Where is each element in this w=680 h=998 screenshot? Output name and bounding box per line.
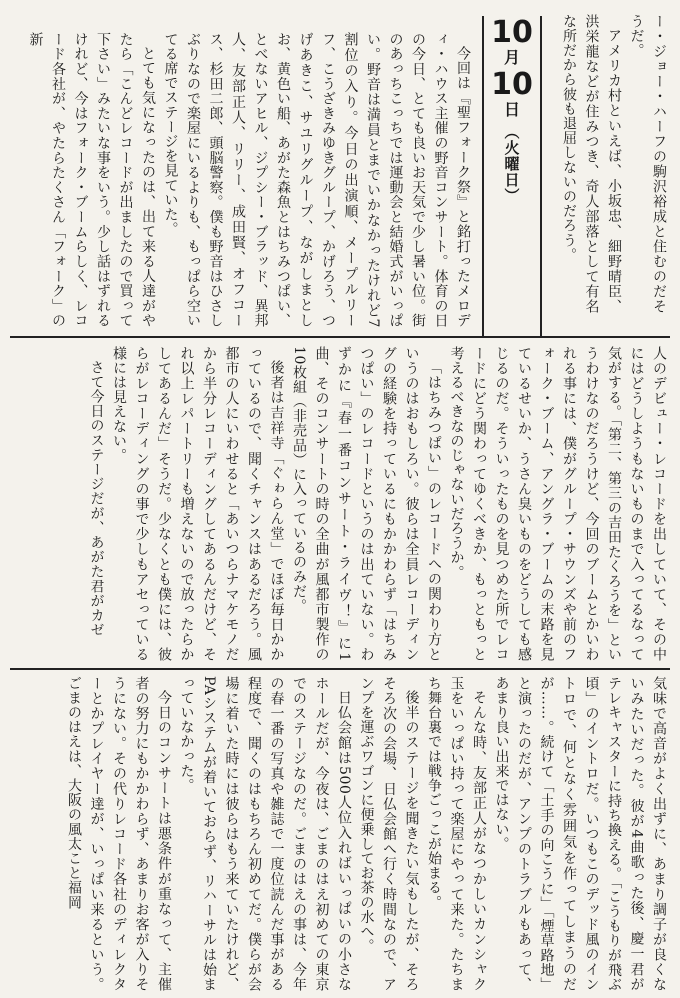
bottom-column [10, 676, 670, 992]
date-month-number: 10 [491, 15, 533, 50]
paragraph: 後半のステージを聞きたい気もしたが、そろそろ次の会場、日仏会館へ行く時間なので、アンプを運ぶワゴンに便乗してお茶の水へ。 [358, 676, 420, 992]
paragraph: 気味で高音がよく出ずに、あまり調子が良くないみたいだった。彼が4曲歌った後、慶一君がテレキャスターに持ち換える。「こうもりが飛ぶ頃」のイントロだ。いつもこのデッド風のイントロで、何となく雰囲気を作ってしまうのだが……。続けて「土手の向こうに」「煙草路地」と演ったのだが、アンプのトラブルもあって、あまり良い出来ではない。 [493, 676, 667, 992]
paragraph: 「はちみつぱい」のレコードへの関わり方というのはおもしろい。彼らは全員レコーディングの経験を持っているにもかかわらず「はちみつぱい」のレコードというのは出ていない。わずかに『春一番コンサート・ライヴ！』に1曲、そのコンサートの時の全曲が風都市製作の10枚組（非売品）に入っているのみだ。 [291, 346, 442, 662]
paragraph: ー・ジョー・ハーフの駒沢裕成と住むのだそうだ。 [628, 14, 667, 314]
paragraph: さて今日のステージだが、あがた君がカゼ [88, 360, 105, 638]
paragraph: 日仏会館は500人位入ればいっぱいの小さなホールだが、今夜は、ごまのはえ初めての東京でのステージなのだ。ごまのはえの事は、今年の春一番の写真や雑誌で一度位読んだ事がある程度で、聞くのはもちろん初めてだ。僕らが会場に着いた時には彼らはもう来ていたけれど、PAシステムが着いておらず、リハーサルは始まっていなかった。 [178, 676, 352, 992]
paragraph: 後者は吉祥寺「ぐゎらん堂」でほぼ毎日かかっているので、聞くチャンスはあるだろう。風都市の人にいわせると「あいつらナマケモノだから半分レコーディングしてあるんだけど、それ以上レパートリーも増えないので放ったらかしてあるんだ」そうだ。少なくとも僕には、彼らがレコーディングの事で少しもアセっている様には見えない。 [111, 346, 285, 662]
paragraph: 人のデビュー・レコードを出していて、その中にはどうしようもないものまで入ってるなって気がする。「第二、第三の吉田たくろうを」というわけなのだろうけど、今回のブームとかいわれる事には、僕がグループ・サウンズや前のフォーク・ブーム、アングラ・ブームの末路を見ているせいか、うさん臭いものをどうしても感じるのだ。そういったものを見つめた所でレコードにどう関わってゆくべきか、もっともっと考えるべきなのじゃないだろうか。 [448, 346, 667, 662]
paragraph: 今回は『聖フォーク祭』と銘打ったメロディ・ハウス主催の野音コンサート。体育の日の今日、とても良いお天気で少し暑い位。街のあっちこっちでは運動会と結婚式がいっぱい。野音は満員とまでいかなかったけれど7割位の入り。今日の出演順、メープルリーフ、こうざきみゆきグループ、かげろう、つげあきこ、サユリグループ、ながしまとしお、黄色い船、あがた森魚とはちみつぱい、とべないアヒル、ジプシー・ブラッド、異邦人、友部正人、リリー、成田賢、オフコース、杉田二郎、頭脳警察。僕も野音はひさしぶりなので楽屋にいるよりも、もっぱら空いてる席でステージを見ていた。 [162, 32, 471, 328]
date-box [482, 16, 542, 336]
date-month-unit: 月 [503, 48, 520, 67]
paragraph: そんな時、友部正人がなつかしいカンシャク玉をいっぱい持って楽屋にやって来た。たちまち舞台裏では戦争ごっこが始まる。 [426, 676, 487, 992]
date-day-unit: 日 [503, 100, 520, 119]
top-band [10, 8, 670, 336]
middle-column [10, 346, 670, 662]
date-day-number: 10 [491, 67, 533, 102]
divider-bottom [10, 668, 670, 670]
divider-top [10, 336, 670, 338]
magazine-page [10, 8, 670, 993]
date-weekday: （火曜日） [502, 124, 521, 204]
top-intro-column [550, 14, 670, 314]
bottom-band [10, 676, 670, 992]
top-main-column [10, 32, 474, 328]
paragraph: とても気になったのは、出て来る人達がやたら「こんどレコードが出ましたので買って下さい」みたいな事をいう。少し話はずれるけれど、今はフォーク・ブームらしく、レコード各社が、やたらたくさん「フォーク」の新 [27, 32, 156, 328]
middle-band [10, 346, 670, 662]
paragraph: アメリカ村といえば、小坂忠、細野晴臣、洪栄龍などが住みつき、奇人部落として有名な所だから彼も退屈しないのだろう。 [561, 14, 622, 314]
paragraph: 今日のコンサートは悪条件が重なって、主催者の努力にもかかわらず、あまりお客が入りそうにない。その代りレコード各社のディレクターとかプレイヤー達が、いっぱい来るという。ごまのはえは、大阪の風太こと福岡 [66, 676, 172, 992]
